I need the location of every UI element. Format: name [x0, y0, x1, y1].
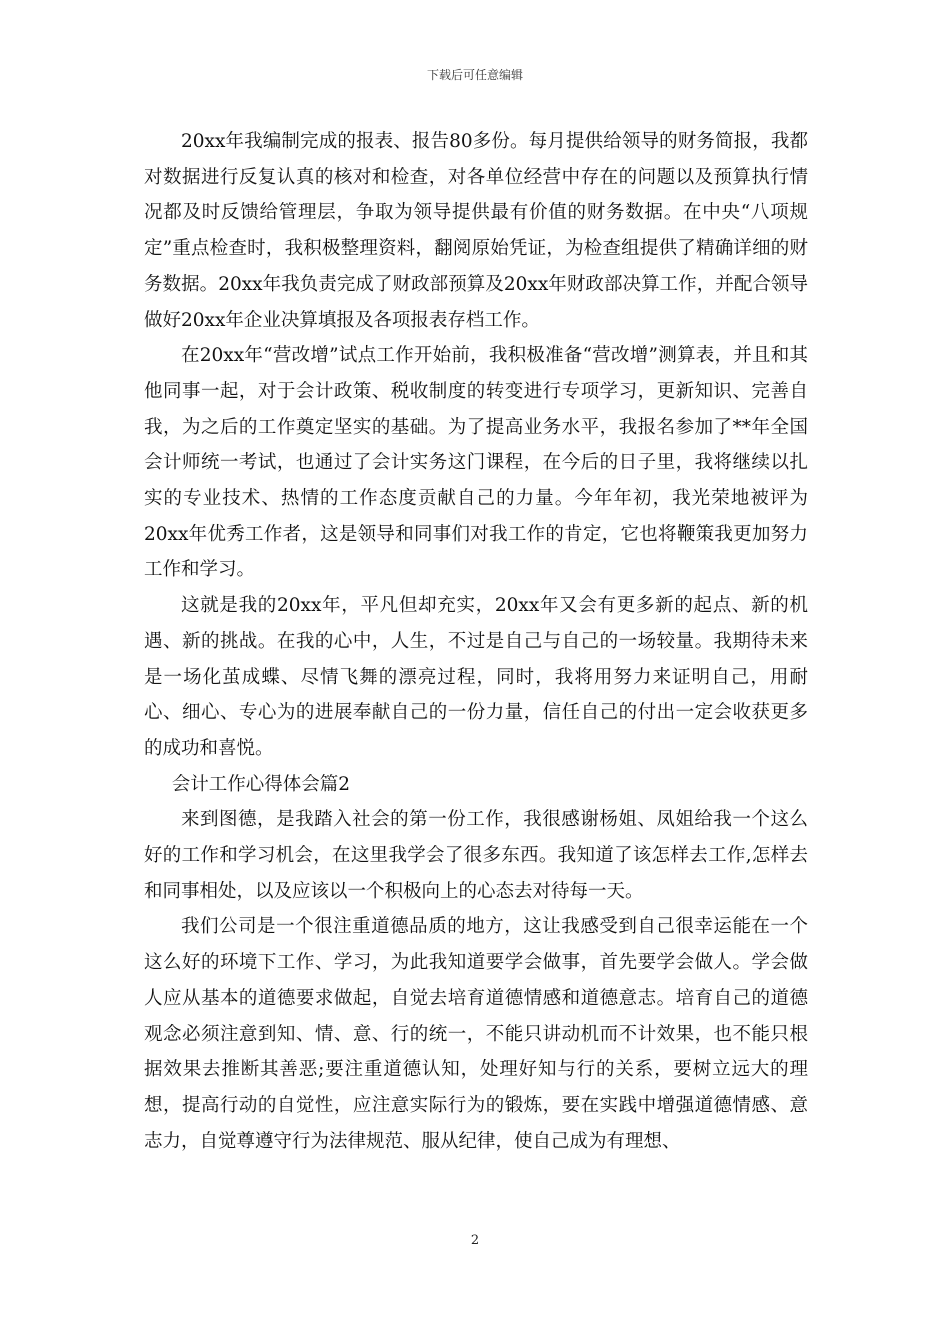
page-header: 下载后可任意编辑 — [426, 68, 523, 82]
paragraph: 我们公司是一个很注重道德品质的地方，这让我感受到自己很幸运能在一个这么好的环境下工作、学习，为此我知道要学会做事，首先要学会做人。学会做人应从基本的道德要求做起，自觉去培育道德情感和道德意志。培育自己的道德观念必须注意到知、情、意、行的统一，不能只讲动机而不计效果，也不能只根据效果去推断其善恶;要注重道德认知，处理好知与行的关系，要树立远大的理想，提高行动的自觉性，应注意实际行为的锻炼，要在实践中增强道德情感、意志力，自觉尊遵守行为法律规范、服从纪律，使自己成为有理想、 — [144, 916, 808, 1152]
section-heading: 会计工作心得体会篇2 — [171, 773, 351, 795]
paragraph: 在20xx年“营改增”试点工作开始前，我积极准备“营改增”测算表，并且和其他同事一起，对于会计政策、税收制度的转变进行专项学习，更新知识、完善自我，为之后的工作奠定坚实的基础。为了提高业务水平，我报名参加了**年全国会计师统一考试，也通过了会计实务这门课程，在今后的日子里，我将继续以扎实的专业技术、热情的工作态度贡献自己的力量。今年年初，我光荣地被评为20xx年优秀工作者，这是领导和同事们对我工作的肯定，它也将鞭策我更加努力工作和学习。 — [144, 345, 808, 581]
paragraph: 20xx年我编制完成的报表、报告80多份。每月提供给领导的财务简报，我都对数据进行反复认真的核对和检查，对各单位经营中存在的问题以及预算执行情况都及时反馈给管理层，争取为领导提供最有价值的财务数据。在中央“八项规定”重点检查时，我积极整理资料，翻阅原始凭证，为检查组提供了精确详细的财务数据。20xx年我负责完成了财政部预算及20xx年财政部决算工作，并配合领导做好20xx年企业决算填报及各项报表存档工作。 — [144, 131, 808, 331]
paragraph: 来到图德，是我踏入社会的第一份工作，我很感谢杨姐、凤姐给我一个这么好的工作和学习机会，在这里我学会了很多东西。我知道了该怎样去工作,怎样去和同事相处，以及应该以一个积极向上的心态去对待每一天。 — [144, 809, 808, 902]
paragraph: 这就是我的20xx年，平凡但却充实，20xx年又会有更多新的起点、新的机遇、新的挑战。在我的心中，人生，不过是自己与自己的一场较量。我期待未来是一场化茧成蝶、尽情飞舞的漂亮过程，同时，我将用努力来证明自己，用耐心、细心、专心为的进展奉献自己的一份力量，信任自己的付出一定会收获更多的成功和喜悦。 — [144, 595, 808, 759]
page-number: 2 — [470, 1233, 480, 1248]
document-body — [144, 124, 808, 1159]
